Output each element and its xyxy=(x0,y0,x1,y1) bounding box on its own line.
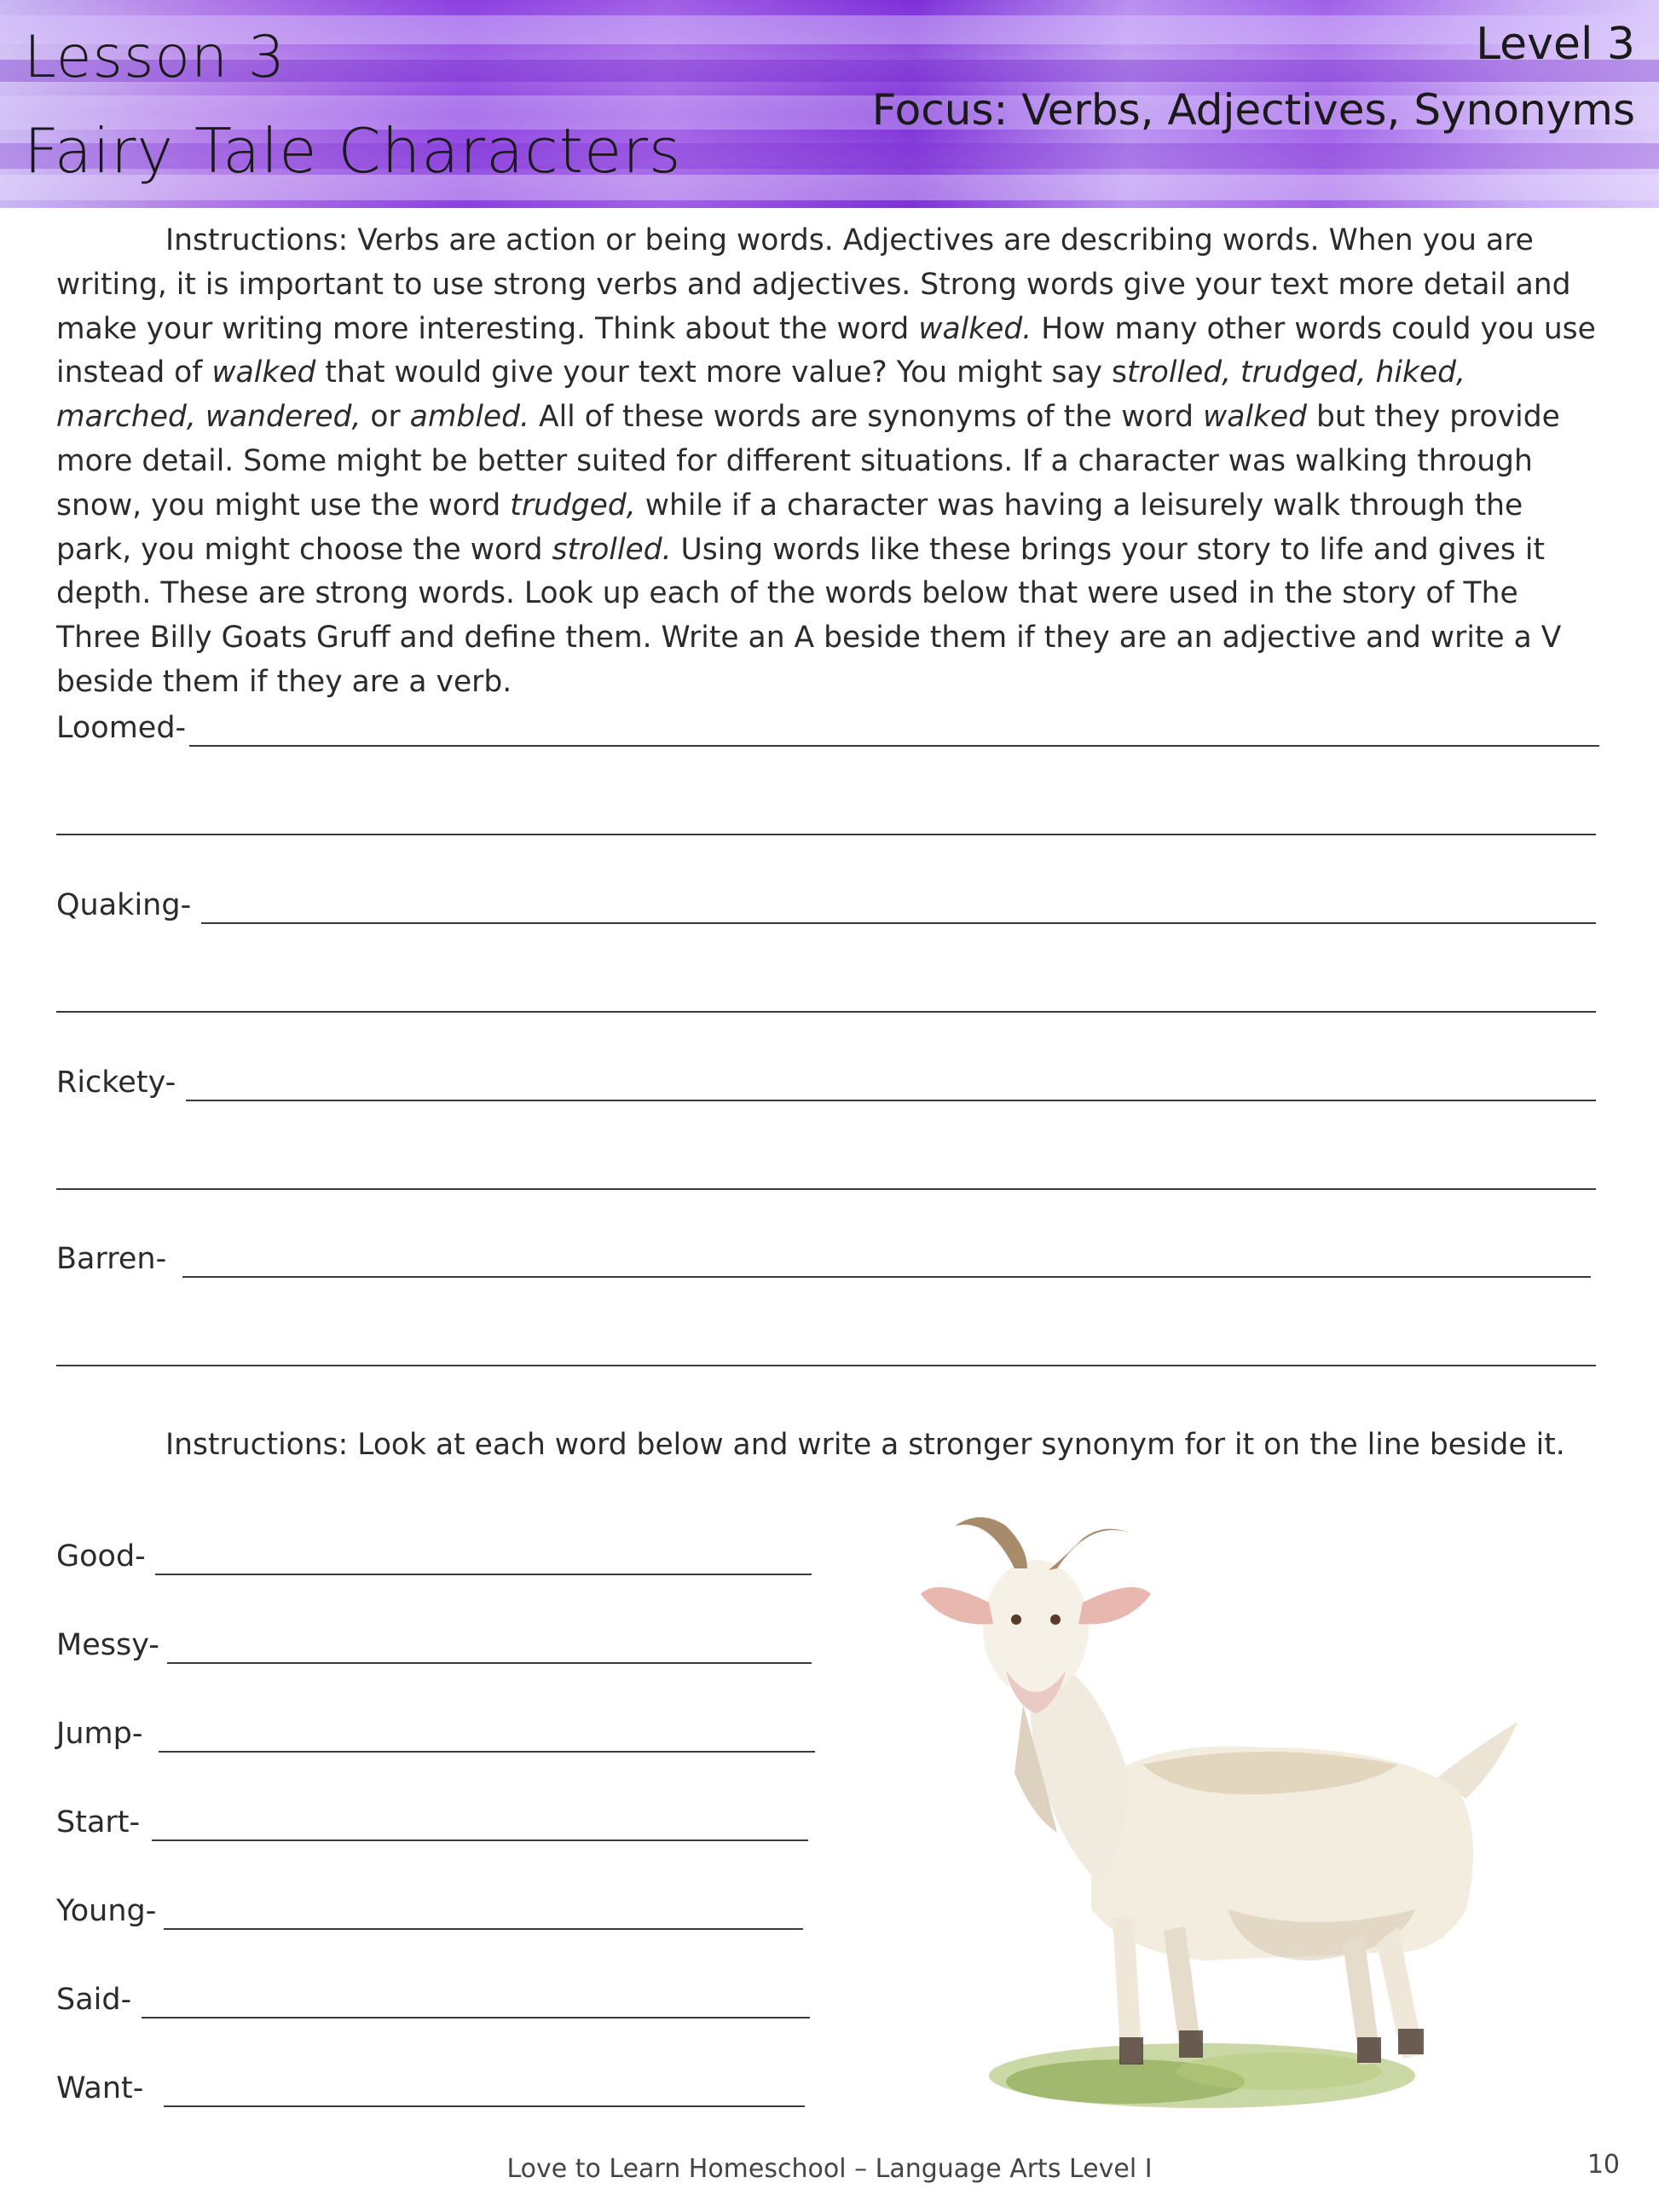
synonym-row-jump xyxy=(56,1705,815,1756)
synonym-row-start xyxy=(56,1793,808,1845)
synonym-row-good xyxy=(56,1528,812,1579)
synonym-row-messy xyxy=(56,1616,812,1667)
page-number: 10 xyxy=(1587,2150,1620,2180)
answer-line[interactable] xyxy=(159,1751,815,1753)
synonym-row-want xyxy=(56,2059,805,2111)
answer-line[interactable] xyxy=(56,1011,1596,1013)
word-label: Said- xyxy=(56,1983,132,2017)
answer-line[interactable] xyxy=(155,1574,812,1575)
answer-line[interactable] xyxy=(56,1365,1596,1366)
word-label: Young- xyxy=(56,1894,157,1928)
word-label: Messy- xyxy=(56,1628,159,1662)
answer-line[interactable] xyxy=(56,1188,1596,1190)
answer-line[interactable] xyxy=(167,1662,812,1664)
answer-line[interactable] xyxy=(201,922,1596,924)
word-label: Good- xyxy=(56,1539,146,1574)
lesson-number: Lesson 3 xyxy=(24,24,286,91)
answer-line[interactable] xyxy=(152,1839,808,1841)
word-label: Jump- xyxy=(56,1717,143,1751)
word-label: Barren- xyxy=(56,1242,167,1276)
synonym-row-said xyxy=(56,1971,810,2022)
answer-line[interactable] xyxy=(186,1100,1596,1101)
word-label: Rickety- xyxy=(56,1066,176,1100)
answer-line[interactable] xyxy=(164,2105,805,2107)
answer-line[interactable] xyxy=(182,1276,1591,1278)
word-label: Want- xyxy=(56,2071,144,2105)
define-row-barren xyxy=(56,1230,1591,1281)
word-label: Loomed- xyxy=(56,711,187,745)
synonym-row-young xyxy=(56,1882,803,1933)
define-row-loomed xyxy=(56,699,1599,750)
goat-illustration xyxy=(921,1509,1535,2131)
header-banner xyxy=(0,0,1659,208)
answer-line[interactable] xyxy=(142,2017,810,2019)
define-row-rickety xyxy=(56,1054,1596,1105)
footer-text: Love to Learn Homeschool – Language Arts Level I xyxy=(506,2154,1153,2184)
level-label: Level 3 xyxy=(1476,19,1635,70)
word-label: Start- xyxy=(56,1805,141,1839)
instructions-synonym: Instructions: Look at each word below and write a stronger synonym for it on the line beside it. xyxy=(165,1428,1565,1462)
focus-label: Focus: Verbs, Adjectives, Synonyms xyxy=(871,85,1635,135)
lesson-title: Fairy Tale Characters xyxy=(24,115,682,187)
word-label: Quaking- xyxy=(56,888,192,922)
answer-line[interactable] xyxy=(189,745,1599,747)
define-row-quaking xyxy=(56,876,1596,927)
answer-line[interactable] xyxy=(164,1928,803,1930)
instructions-define: Instructions: Verbs are action or being words. Adjectives are describing words. When you are writing, it is important to use strong verbs and adjectives. Strong words give your text more detail and make your writing more interesting. Think about the word walked. How many other words could you use instead of walked that would give your text more value? You might say strolled, trudged, hiked, marched, wandered, or ambled. All of these words are synonyms of the word walked but they provide more detail. Some might be better suited for different situations. If a character was walking through snow, you might use the word trudged, while if a character was having a leisurely walk through the park, you might choose the word strolled. Using words like these brings your story to life and gives it depth. These are strong words. Look up each of the words below that were used in the story of The Three Billy Goats Gruff and define them. Write an A beside them if they are an adjective and write a V beside them if they are a verb. xyxy=(56,223,1596,699)
answer-line[interactable] xyxy=(56,834,1596,835)
